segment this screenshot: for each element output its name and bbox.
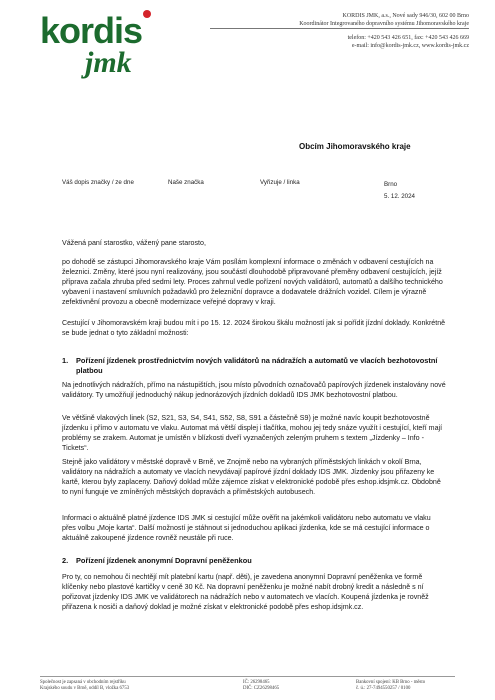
section-1-paragraph-1: Na jednotlivých nádražích, přímo na nástupištích, jsou místo původních označovačů papírových jízdenek instalovány nové validátory. Ty umožňují jednoduchý nákup jednorázových jízdních dokladů IDS JMK bezhotovostní platbou. xyxy=(62,381,446,399)
ref-handles: Vyřizuje / linka xyxy=(260,179,300,186)
section-2-number: 2. xyxy=(62,556,69,565)
section-1-paragraph-3: Stejně jako validátory v městské dopravě v Brně, ve Znojmě nebo na vybraných příměstských linkách v okolí Brna, validátory na nádražích a automaty ve vlacích nevydávají papírové jízdní doklady IDS JMK. Jízdenky jsou přiřazeny ke kartě, kterou byly zaplaceny. Daňový doklad může zájemce získat v elektronické podobě přes eshop.idsjmk.cz. Obdobně to nyní funguje ve zmíněných městských dopravách a příměstských autobusech. xyxy=(62,458,441,496)
ref-our-ref: Naše značka xyxy=(168,179,204,186)
section-1-number: 1. xyxy=(62,356,69,365)
footer-registry-line-2: Krajského soudu v Brně, oddíl B, vložka 6753 xyxy=(40,686,130,691)
recipient: Obcím Jihomoravského kraje xyxy=(299,142,411,151)
kordis-logo xyxy=(40,8,190,88)
section-1-paragraph-4: Informaci o aktuálně platné jízdence IDS JMK si cestující může ověřit na jakémkoli validátoru nebo automatu ve vlaku přes volbu „Moje karta“. Další možností je stáhnout si jednoduchou aplikaci jízdenka, kde se má cestující informace o aktuálně zakoupené jízdence rovněž neustále při ruce. xyxy=(62,514,431,542)
logo-main-text: kordis xyxy=(40,10,143,51)
ref-date: 5. 12. 2024 xyxy=(384,193,415,200)
header-line-2: Koordinátor Integrovaného dopravního systému Jihomoravského kraje xyxy=(299,21,469,27)
footer-registry-line-1: Společnost je zapsaná v obchodním rejstříku xyxy=(40,680,126,685)
header-line-1: KORDIS JMK, a.s., Nové sady 946/30, 602 00 Brno xyxy=(342,13,469,19)
section-1-heading xyxy=(62,356,446,376)
paragraph-options: Cestující v Jihomoravském kraji budou mít i po 15. 12. 2024 širokou škálu možností jak si pořídit jízdní doklady. Konkrétně se bude jednat o tyto základní možnosti: xyxy=(62,319,446,337)
greeting: Vážená paní starostko, vážený pane starosto, xyxy=(62,239,206,247)
section-2-heading xyxy=(62,556,446,566)
header-line-4: e-mail: info@kordis-jmk.cz, www.kordis-jmk.cz xyxy=(351,43,469,49)
section-1-title: Pořízení jízdenek prostřednictvím nových validátorů na nádražích a automatů ve vlacích bezhotovostní platbou xyxy=(76,356,438,375)
footer-registry xyxy=(40,680,129,692)
paragraph-intro: po dohodě se zástupci Jihomoravského kraje Vám posílám komplexní informace o změnách v odbavení cestujících na železnici. Změny, které jsou nyní realizovány, jsou součástí dlouhodobě připravované přeměny odbavení cestujících, jejíž příprava začala zhruba před sedmi lety. Proces zahrnul vedle pořízení nových validátorů, automatů a dalšího technického vybavení i nastavení smluvních požadavků pro železniční dopravce a dodavatele drážních vozidel. Cílem je výrazně zefektivnění provozu a obecně modernizace veřejné dopravy v kraji. xyxy=(62,258,443,306)
footer-bank-line-1: Bankovní spojení: KB Brno - město xyxy=(356,680,426,685)
section-2-title: Pořízení jízdenek anonymní Dopravní peněženkou xyxy=(76,556,252,565)
ref-place-date xyxy=(384,179,415,203)
footer-bank-line-2: č. ú.: 27-7494550257 / 0100 xyxy=(356,686,411,691)
logo-sub-text: jmk xyxy=(85,46,132,79)
logo-dot-icon xyxy=(143,10,151,18)
header-divider xyxy=(210,28,469,29)
footer-divider xyxy=(40,676,455,677)
company-header xyxy=(249,12,469,50)
footer-ids xyxy=(243,680,279,692)
footer-ic: IČ: 26298465 xyxy=(243,680,270,685)
ref-city: Brno xyxy=(384,181,398,188)
ref-your-letter: Váš dopis značky / ze dne xyxy=(62,179,134,186)
footer-bank xyxy=(356,680,425,692)
section-2-paragraph-1: Pro ty, co nemohou či nechtějí mít platební kartu (např. děti), je zavedena anonymní Dopravní peněženka ve formě klíčenky nebo plastové kartičky v ceně 30 Kč. Na dopravní peněženku je možné nabít drobný kredit a následně s ní pořizovat jízdenky IDS JMK ve validátorech na nádražích nebo v automatech ve vlacích. Koupená jízdenka je rovněž přiřazena k nosiči a daňový doklad je možné získat v elektronické podobě přes eshop.idsjmk.cz. xyxy=(62,573,429,611)
footer-dic: DIČ: CZ26298465 xyxy=(243,686,280,691)
header-line-3: telefon: +420 543 426 651, fax: +420 543 426 669 xyxy=(347,35,469,41)
section-1-paragraph-2: Ve většině vlakových linek (S2, S21, S3, S4, S41, S52, S8, S91 a částečně S9) je možné navíc koupit bezhotovostně jízdenku i přímo v automatu ve vlaku. Automat má větší displej i tlačítka, mohou jej tedy snáze využít i cestující, kteří mají problémy se zrakem. Automat je umístěn v blízkosti dveří vyznačených zeleným pruhem s textem „Jízdenky – Info - Tickets“. xyxy=(62,414,443,452)
